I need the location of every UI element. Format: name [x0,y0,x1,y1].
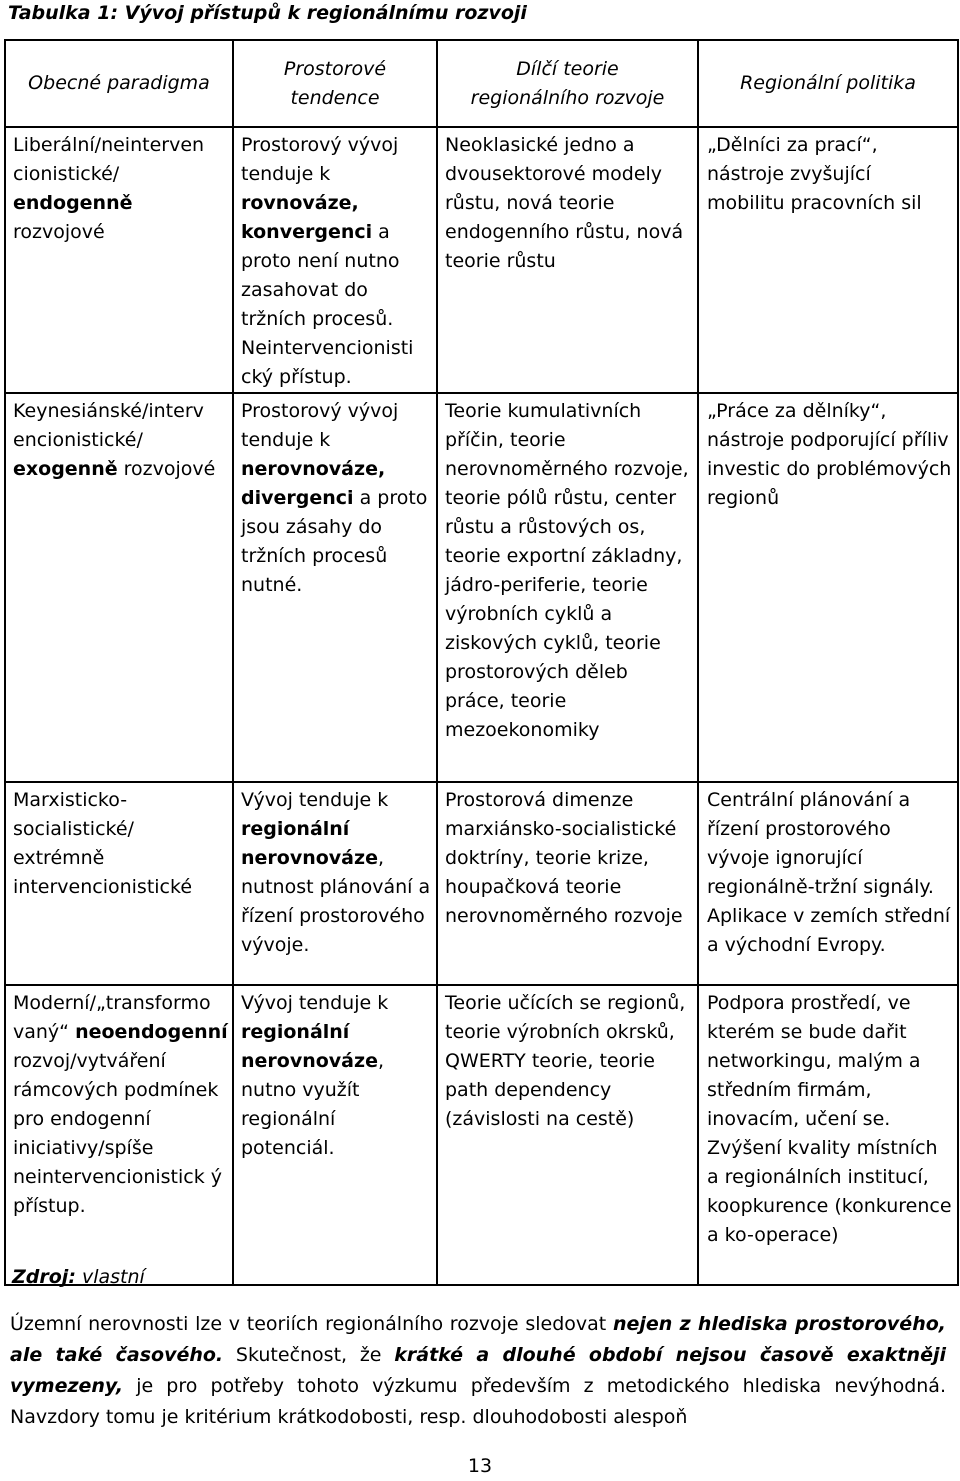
table-cell-theories [437,782,698,985]
header-spatial-tendencies-text: Prostorové tendence [283,57,387,109]
cell-text: „Práce za dělníky“, nástroje podporující příliv investic do problémových regionů [707,400,952,509]
text-run: rozvoj/vytváření rámcových podmínek pro endogenní iniciativy/spíše neintervencionistick ý přístup. [13,1050,223,1217]
text-run: Skutečnost, že [223,1344,395,1366]
text-run: je pro potřeby tohoto výzkumu především z metodického hlediska nevýhodná. Navzdory tomu je kritérium krátkodobosti, resp. dlouhodobosti alespoň [10,1375,946,1428]
header-general-paradigm: Obecné paradigma [5,40,233,127]
cell-text: „Dělníci za prací“, nástroje zvyšující mobilitu pracovních sil [707,134,922,214]
header-partial-theories [437,40,698,127]
cell-text [6,986,232,1221]
bold-text: exogenně [13,458,118,480]
text-run: Moderní/„transformo vaný“ [13,992,211,1043]
table-cell-policy [698,985,958,1285]
header-partial-theories-text: Dílčí teorie regionálního rozvoje [470,57,665,109]
text-run: a proto jsou zásahy do tržních procesů nutné. [241,487,428,596]
text-run: Prostorový vývoj tenduje k [241,400,399,451]
cell-text [234,394,436,600]
text-run: Keynesiánské/interv encionistické/ [13,400,204,451]
bold-text: endogenně [13,192,133,214]
cell-text [6,394,232,484]
table-cell-theories [437,127,698,393]
table-row [5,782,958,985]
table-cell-policy [698,782,958,985]
bold-text: regionální nerovnováze [241,1021,378,1072]
table-cell-policy [698,393,958,782]
text-run: Marxisticko-socialistické/ extrémně intervencionistické [13,789,193,898]
table-caption: Tabulka 1: Vývoj přístupů k regionálnímu rozvoji [8,2,527,24]
table-cell-tendency [233,393,437,782]
table-cell-paradigm [5,782,233,985]
table-cell-paradigm [5,985,233,1285]
bold-italic-text: krátké a dlouhé období nejsou časově exaktněji vymezeny, [10,1344,946,1397]
body-paragraph [10,1309,946,1433]
table-row [5,393,958,782]
text-run: Liberální/neinterven cionistické/ [13,134,205,185]
source-label: Zdroj: [12,1266,76,1288]
cell-text [6,783,232,902]
table-row [5,127,958,393]
page-number: 13 [467,1455,493,1477]
text-run: rozvojové [117,458,216,480]
table-cell-tendency [233,985,437,1285]
cell-text [234,986,436,1163]
table-row [5,985,958,1285]
header-spatial-tendencies [233,40,437,127]
header-regional-policy: Regionální politika [698,40,958,127]
source-value: vlastní [75,1266,145,1288]
development-approaches-table [4,39,959,1286]
table-cell-theories [437,393,698,782]
table-cell-paradigm [5,127,233,393]
cell-text: Neoklasické jedno a dvousektorové modely růstu, nová teorie endogenního růstu, nová teorie růstu [445,134,684,272]
text-run: , nutnost plánování a řízení prostorového vývoje. [241,847,431,956]
table-cell-tendency [233,782,437,985]
text-run: Územní nerovnosti lze v teoriích regionálního rozvoje sledovat [10,1313,613,1335]
cell-text: Prostorová dimenze marxiánsko-socialistické doktríny, teorie krize, houpačková teorie nerovnoměrného rozvoje [445,789,683,927]
table-cell-theories [437,985,698,1285]
bold-italic-text: nejen z hlediska prostorového, ale také časového. [10,1313,946,1366]
table-header-row [5,40,958,127]
cell-text [234,128,436,392]
cell-text: Centrální plánování a řízení prostorového vývoje ignorující regionálně-tržní signály. Aplikace v zemích střední a východní Evropy. [707,789,951,956]
text-run: a proto není nutno zasahovat do tržních procesů. Neintervencionisti cký přístup. [241,221,414,388]
cell-text: Podpora prostředí, ve kterém se bude dařit networkingu, malým a středním firmám, inovacím, učení se. Zvýšení kvality místních a regionálních institucí, koopkurence (konkurence a ko-operace) [707,992,952,1246]
bold-text: regionální nerovnováze [241,818,378,869]
bold-text: rovnováze, konvergenci [241,192,373,243]
cell-text: Teorie kumulativních příčin, teorie nerovnoměrného rozvoje, teorie pólů růstu, center růstu a růstových os, teorie exportní základny, jádro-periferie, teorie výrobních cyklů a ziskových cyklů, teorie prostorových děleb práce, teorie mezoekonomiky [445,400,689,741]
text-run: rozvojové [13,221,105,243]
table-cell-paradigm [5,393,233,782]
table-cell-policy [698,127,958,393]
text-run: Prostorový vývoj tenduje k [241,134,399,185]
source-note [12,1263,145,1292]
cell-text: Teorie učících se regionů, teorie výrobních okrsků, QWERTY teorie, teorie path dependency (závislosti na cestě) [445,992,686,1130]
bold-text: neoendogenní [75,1021,228,1043]
cell-text [234,783,436,960]
cell-text [6,128,232,247]
table-cell-tendency [233,127,437,393]
text-run: Vývoj tenduje k [241,789,389,811]
text-run: Vývoj tenduje k [241,992,389,1014]
bold-text: nerovnováze, divergenci [241,458,386,509]
text-run: , nutno využít regionální potenciál. [241,1050,384,1159]
